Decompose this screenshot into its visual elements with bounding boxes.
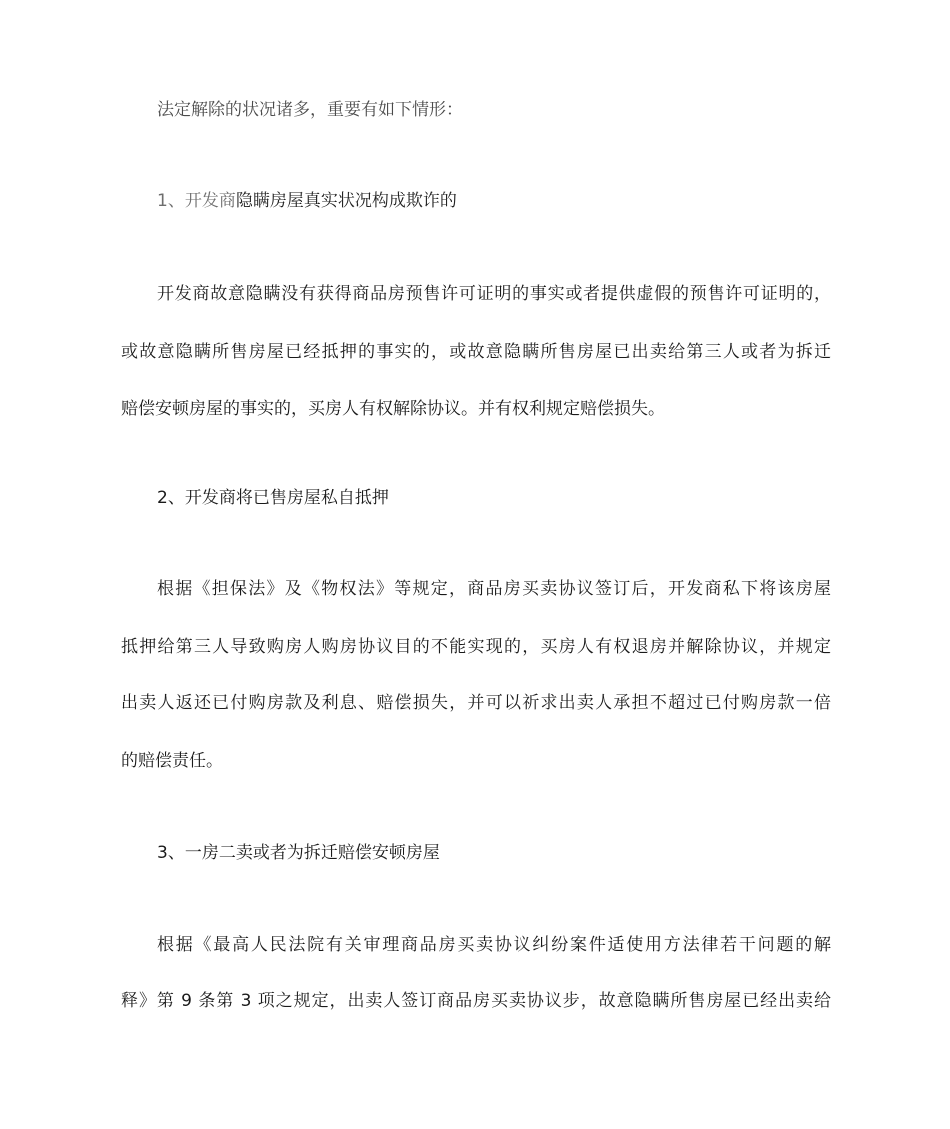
- section2-heading: 2、开发商将已售房屋私自抵押: [157, 488, 389, 508]
- section3-paragraph-line: 释》第 9 条第 3 项之规定，出卖人签订商品房买卖协议步，故意隐瞒所售房屋已经出卖给: [121, 991, 831, 1011]
- section1-paragraph-line: 或故意隐瞒所售房屋已经抵押的事实的，或故意隐瞒所售房屋已出卖给第三人或者为拆迁: [121, 342, 831, 362]
- section1-heading-rest: 隐瞒房屋真实状况构成欺诈的: [235, 191, 457, 211]
- section1-paragraph-line: 开发商故意隐瞒没有获得商品房预售许可证明的事实或者提供虚假的预售许可证明的，: [157, 284, 831, 304]
- intro-text: 法定解除的状况诸多，重要有如下情形：: [157, 100, 463, 120]
- section2-paragraph-line: 根据《担保法》及《物权法》等规定，商品房买卖协议签订后，开发商私下将该房屋: [157, 579, 831, 599]
- section2-paragraph-line: 抵押给第三人导致购房人购房协议目的不能实现的，买房人有权退房并解除协议，并规定: [121, 637, 831, 657]
- section1-paragraph-line: 赔偿安顿房屋的事实的，买房人有权解除协议。并有权利规定赔偿损失。: [121, 399, 665, 419]
- section2-paragraph-line: 的赔偿责任。: [121, 751, 223, 771]
- section1-heading: [157, 189, 831, 213]
- section3-heading: 3、一房二卖或者为拆迁赔偿安顿房屋: [157, 843, 440, 863]
- section3-paragraph-line: 根据《最高人民法院有关审理商品房买卖协议纠纷案件适使用方法律若干问题的解: [157, 935, 831, 955]
- section2-paragraph-line: 出卖人返还已付购房款及利息、赔偿损失，并可以祈求出卖人承担不超过已付购房款一倍: [121, 693, 831, 713]
- section1-heading-prefix: 1、开发商: [157, 191, 236, 211]
